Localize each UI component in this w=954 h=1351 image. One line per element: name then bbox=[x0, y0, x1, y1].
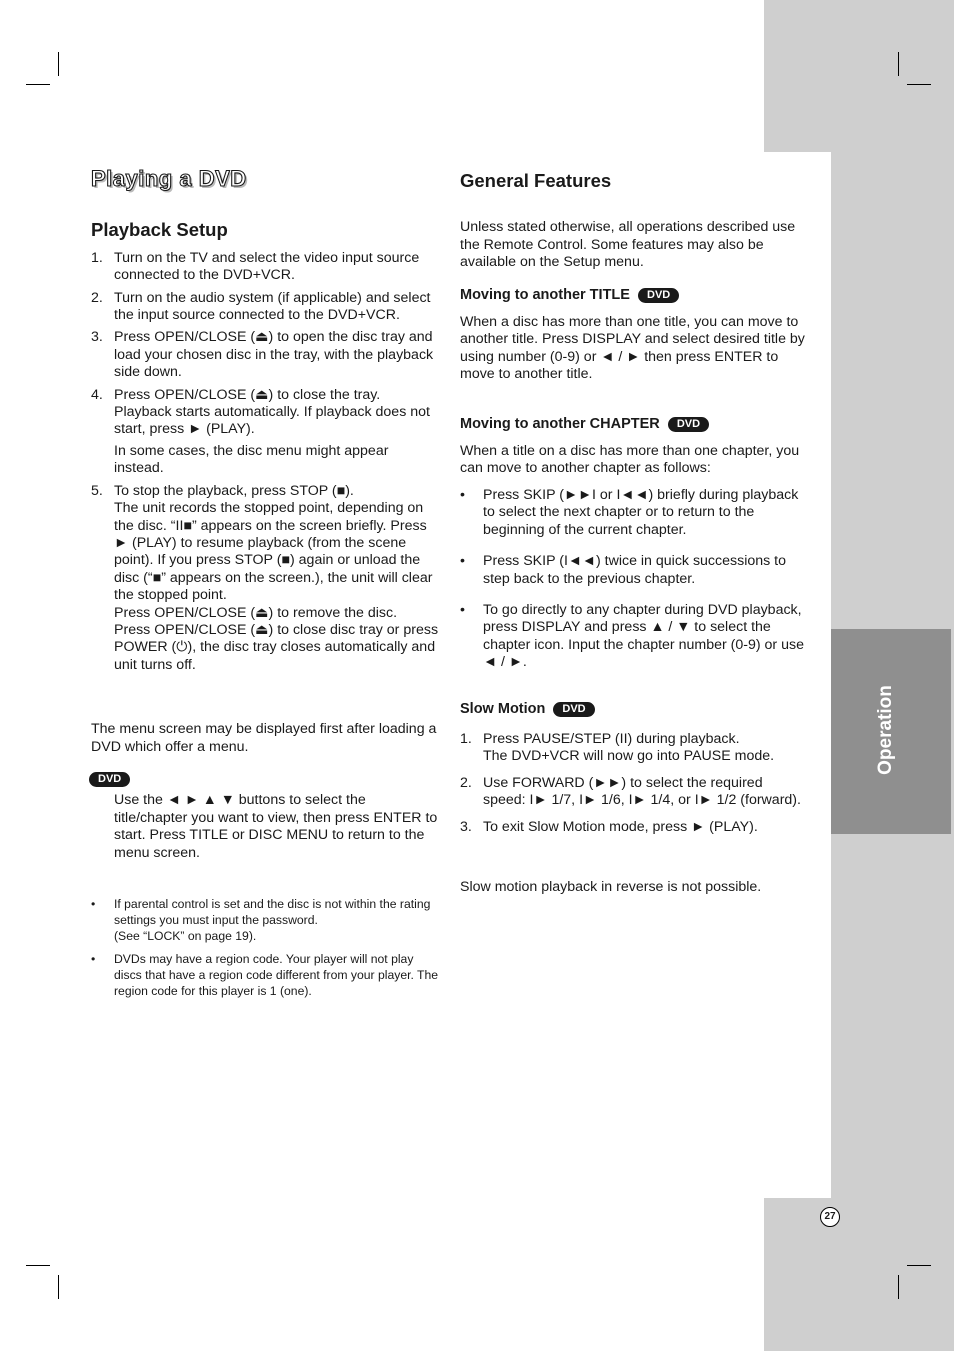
list-item: • DVDs may have a region code. Your player will not play discs that have a region code different from your player. The region code for this player is 1 (one). bbox=[91, 952, 439, 998]
menu-intro: The menu screen may be displayed first after loading a DVD which offer a menu. bbox=[91, 721, 437, 755]
slow-motion-note: Slow motion playback in reverse is not possible. bbox=[460, 878, 762, 895]
general-features-heading: General Features bbox=[460, 170, 612, 191]
list-item: 3. To exit Slow Motion mode, press ► (PLAY). bbox=[460, 818, 758, 835]
crop-mark bbox=[907, 84, 931, 85]
side-panel-top bbox=[764, 0, 954, 152]
section-tab-label: Operation bbox=[875, 685, 896, 775]
list-item: 2. Turn on the audio system (if applicable) and select the input source connected to the DVD+VCR. bbox=[91, 289, 431, 324]
crop-mark bbox=[898, 1275, 899, 1299]
general-intro: Unless stated otherwise, all operations described use the Remote Control. Some features may also be available on the Setup menu. bbox=[460, 219, 796, 271]
slow-motion-heading: Slow Motion DVD bbox=[460, 701, 808, 718]
page-number: 27 bbox=[820, 1207, 840, 1227]
list-item: 5. To stop the playback, press STOP (■). The unit records the stopped point, depending on the disc. “II■” appears on the screen briefly. Press ► (PLAY) to resume playback (from the scene point). If you press STOP (■) again or unload the disc (“■” appears on the screen.), the unit will clear the stopped point. Press OPEN/CLOSE (⏏) to remove the disc. Press OPEN/CLOSE (⏏) to close disc tray or press POWER (⏻), the disc tray closes automatically and unit turns off. bbox=[91, 482, 439, 673]
list-item: • If parental control is set and the disc is not within the rating settings you must input the password. (See “LOCK” on page 19). bbox=[91, 897, 431, 943]
title-section-text: When a disc has more than one title, you can move to another title. Press DISPLAY and select desired title by using number (0-9) or ◄ / ► then press ENTER to move to another title. bbox=[460, 314, 805, 383]
menu-instructions: Use the ◄ ► ▲ ▼ buttons to select the title/chapter you want to view, then press ENTER to start. Press TITLE or DISC MENU to return to the menu screen. bbox=[114, 792, 438, 861]
slow-motion-steps bbox=[460, 731, 808, 836]
side-panel-bottom bbox=[764, 1198, 954, 1351]
list-item: • To go directly to any chapter during DVD playback, press DISPLAY and press ▲ / ▼ to select the chapter icon. Input the chapter number (0-9) or use ◄ / ►. bbox=[460, 601, 804, 671]
chapter-section-heading: Moving to another CHAPTER DVD bbox=[460, 416, 808, 433]
dvd-badge: DVD bbox=[638, 288, 679, 303]
title-section-heading: Moving to another TITLE DVD bbox=[460, 287, 808, 304]
dvd-badge: DVD bbox=[89, 772, 130, 787]
dvd-badge: DVD bbox=[668, 417, 709, 432]
dvd-badge: DVD bbox=[553, 702, 594, 717]
notes-list bbox=[91, 896, 441, 999]
crop-mark bbox=[907, 1265, 931, 1266]
list-item: • Press SKIP (I◄◄) twice in quick successions to step back to the previous chapter. bbox=[460, 553, 787, 587]
list-item: 4. Press OPEN/CLOSE (⏏) to close the tray. Playback starts automatically. If playback does not start, press ► (PLAY). In some cases, the disc menu might appear instead. bbox=[91, 386, 430, 477]
crop-mark bbox=[898, 52, 899, 76]
chapter-section-intro: When a title on a disc has more than one chapter, you can move to another chapter as follows: bbox=[460, 443, 800, 477]
crop-mark bbox=[58, 52, 59, 76]
page-title: Playing a DVD bbox=[91, 166, 247, 191]
playback-setup-steps bbox=[91, 250, 441, 674]
list-item: 1. Press PAUSE/STEP (II) during playback. The DVD+VCR will now go into PAUSE mode. bbox=[460, 730, 775, 765]
list-item: 3. Press OPEN/CLOSE (⏏) to open the disc tray and load your chosen disc in the tray, with the playback side down. bbox=[91, 329, 434, 381]
chapter-bullets bbox=[460, 487, 808, 672]
crop-mark bbox=[58, 1275, 59, 1299]
crop-mark bbox=[26, 84, 50, 85]
crop-mark bbox=[26, 1265, 50, 1266]
playback-setup-heading: Playback Setup bbox=[91, 219, 228, 241]
list-item: 1. Turn on the TV and select the video input source connected to the DVD+VCR. bbox=[91, 249, 420, 284]
list-item: • Press SKIP (►►I or I◄◄) briefly during playback to select the next chapter or to return to the beginning of the current chapter. bbox=[460, 486, 799, 538]
right-column bbox=[460, 170, 808, 896]
left-column bbox=[91, 166, 441, 999]
list-item: 2. Use FORWARD (►►) to select the required speed: I► 1/7, I► 1/6, I► 1/4, or I► 1/2 (forward). bbox=[460, 774, 801, 809]
